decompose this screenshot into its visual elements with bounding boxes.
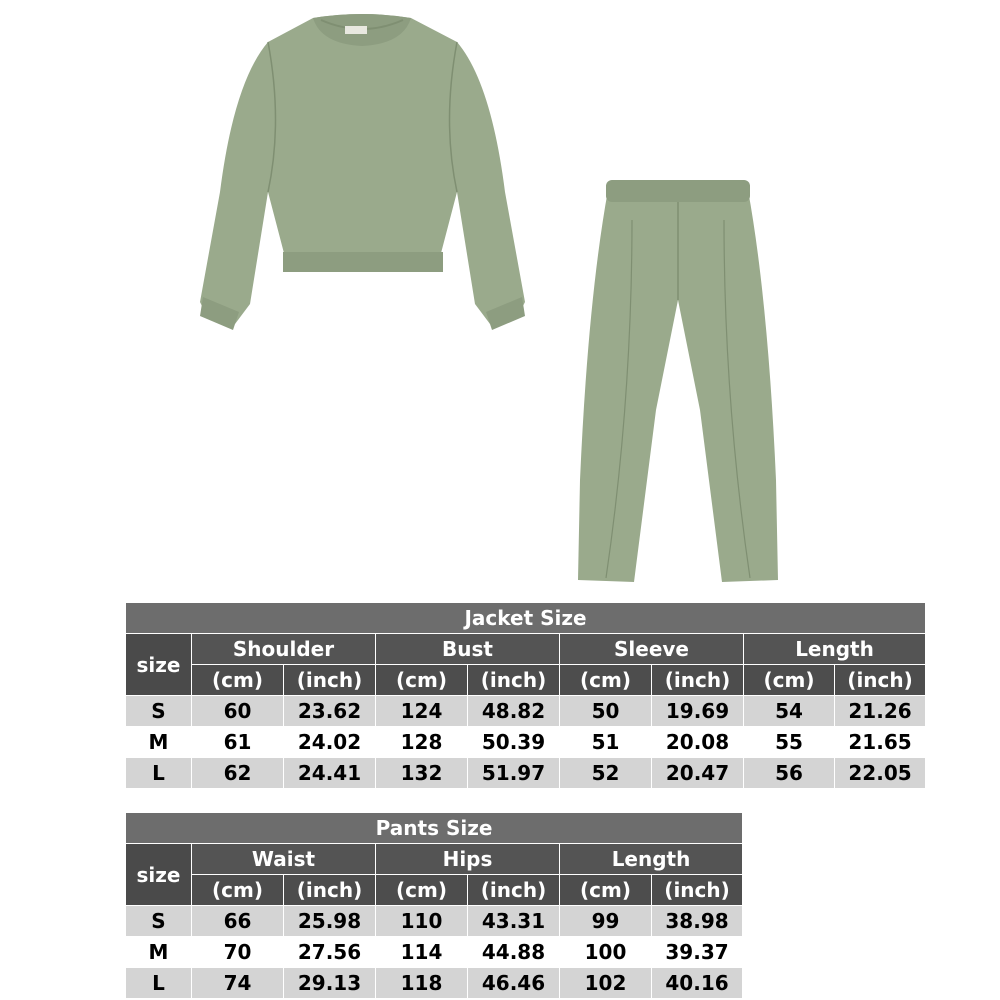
- jacket-group-length: Length: [744, 634, 926, 665]
- value-cell: 22.05: [835, 758, 926, 789]
- value-cell: 39.37: [652, 937, 743, 968]
- sweatshirt-hem: [283, 252, 443, 272]
- jacket-unit: (cm): [192, 665, 284, 696]
- value-cell: 61: [192, 727, 284, 758]
- pants-group-length: Length: [560, 844, 743, 875]
- value-cell: 19.69: [652, 696, 744, 727]
- pants-group-waist: Waist: [192, 844, 376, 875]
- value-cell: 24.02: [284, 727, 376, 758]
- pants-image: [572, 180, 782, 585]
- value-cell: 21.65: [835, 727, 926, 758]
- jacket-unit: (inch): [652, 665, 744, 696]
- jacket-size-header: size: [126, 634, 192, 696]
- size-cell: M: [126, 727, 192, 758]
- table-row: [126, 758, 926, 789]
- value-cell: 54: [744, 696, 835, 727]
- jacket-unit: (cm): [560, 665, 652, 696]
- value-cell: 40.16: [652, 968, 743, 999]
- value-cell: 46.46: [468, 968, 560, 999]
- pants-size-table: [125, 812, 743, 999]
- jacket-unit: (inch): [284, 665, 376, 696]
- value-cell: 27.56: [284, 937, 376, 968]
- jacket-table-title: Jacket Size: [126, 603, 926, 634]
- value-cell: 100: [560, 937, 652, 968]
- value-cell: 23.62: [284, 696, 376, 727]
- value-cell: 118: [376, 968, 468, 999]
- table-row: [126, 906, 743, 937]
- size-cell: S: [126, 906, 192, 937]
- value-cell: 110: [376, 906, 468, 937]
- pants-size-header: size: [126, 844, 192, 906]
- size-cell: S: [126, 696, 192, 727]
- pants-unit: (inch): [284, 875, 376, 906]
- table-row: [126, 696, 926, 727]
- pants-unit: (inch): [652, 875, 743, 906]
- value-cell: 62: [192, 758, 284, 789]
- jacket-unit: (inch): [835, 665, 926, 696]
- value-cell: 48.82: [468, 696, 560, 727]
- jacket-group-shoulder: Shoulder: [192, 634, 376, 665]
- jacket-unit: (cm): [744, 665, 835, 696]
- pants-unit: (cm): [376, 875, 468, 906]
- jacket-unit: (inch): [468, 665, 560, 696]
- pants-waistband: [606, 180, 750, 202]
- value-cell: 25.98: [284, 906, 376, 937]
- value-cell: 21.26: [835, 696, 926, 727]
- table-row: [126, 937, 743, 968]
- value-cell: 50: [560, 696, 652, 727]
- pants-table-title: Pants Size: [126, 813, 743, 844]
- pants-unit: (inch): [468, 875, 560, 906]
- value-cell: 114: [376, 937, 468, 968]
- jacket-group-bust: Bust: [376, 634, 560, 665]
- value-cell: 60: [192, 696, 284, 727]
- table-row: [126, 968, 743, 999]
- sweatshirt-label: [345, 26, 367, 34]
- size-cell: L: [126, 968, 192, 999]
- value-cell: 128: [376, 727, 468, 758]
- table-row: [126, 727, 926, 758]
- value-cell: 20.08: [652, 727, 744, 758]
- value-cell: 29.13: [284, 968, 376, 999]
- value-cell: 56: [744, 758, 835, 789]
- jacket-group-sleeve: Sleeve: [560, 634, 744, 665]
- pants-group-hips: Hips: [376, 844, 560, 875]
- value-cell: 52: [560, 758, 652, 789]
- size-cell: L: [126, 758, 192, 789]
- value-cell: 43.31: [468, 906, 560, 937]
- size-cell: M: [126, 937, 192, 968]
- value-cell: 44.88: [468, 937, 560, 968]
- value-cell: 51.97: [468, 758, 560, 789]
- value-cell: 70: [192, 937, 284, 968]
- value-cell: 20.47: [652, 758, 744, 789]
- value-cell: 74: [192, 968, 284, 999]
- value-cell: 99: [560, 906, 652, 937]
- jacket-unit: (cm): [376, 665, 468, 696]
- value-cell: 24.41: [284, 758, 376, 789]
- value-cell: 38.98: [652, 906, 743, 937]
- value-cell: 102: [560, 968, 652, 999]
- value-cell: 51: [560, 727, 652, 758]
- value-cell: 55: [744, 727, 835, 758]
- jacket-size-table: [125, 602, 926, 789]
- sweatshirt-image: [195, 12, 530, 330]
- sweatshirt-body: [200, 14, 525, 324]
- value-cell: 66: [192, 906, 284, 937]
- value-cell: 132: [376, 758, 468, 789]
- value-cell: 50.39: [468, 727, 560, 758]
- value-cell: 124: [376, 696, 468, 727]
- pants-unit: (cm): [560, 875, 652, 906]
- pants-unit: (cm): [192, 875, 284, 906]
